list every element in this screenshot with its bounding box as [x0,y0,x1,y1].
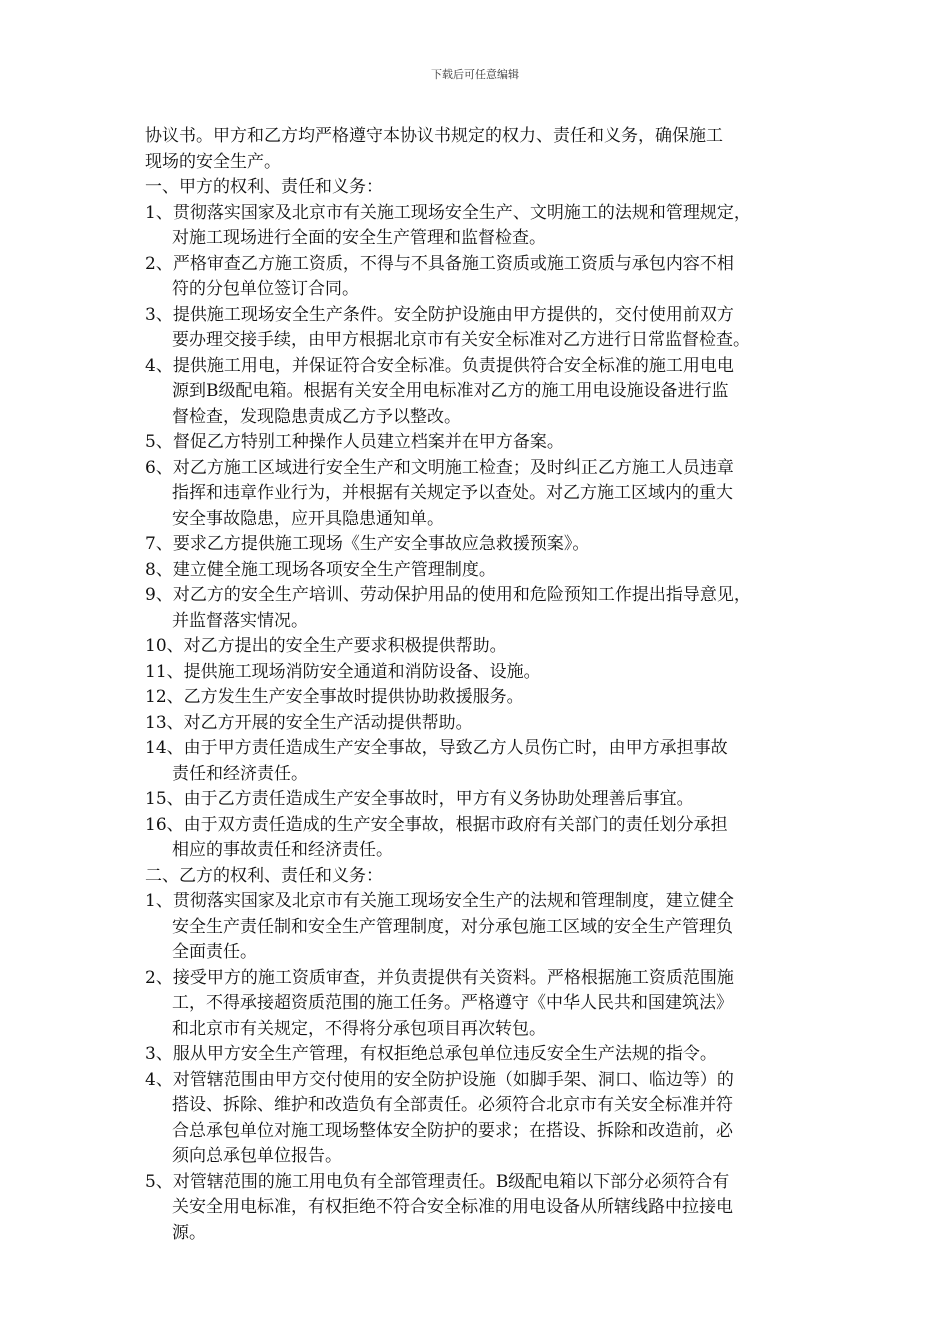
text-line: 一、甲方的权利、责任和义务： [145,177,383,197]
text-line: 并监督落实情况。 [172,610,308,631]
text-line: 和北京市有关规定，不得将分承包项目再次转包。 [172,1018,546,1039]
text-line: 指挥和违章作业行为，并根据有关规定予以查处。对乙方施工区域内的重大 [172,483,733,503]
text-line: 3、服从甲方安全生产管理，有权拒绝总承包单位违反安全生产法规的指令。 [145,1044,717,1064]
text-line: 相应的事故责任和经济责任。 [172,840,393,860]
text-line: 搭设、拆除、维护和改造负有全部责任。必须符合北京市有关安全标准并符 [172,1095,733,1115]
text-line: 3、提供施工现场安全生产条件。安全防护设施由甲方提供的，交付使用前双方 [145,304,734,325]
text-line: 5、督促乙方特别工种操作人员建立档案并在甲方备案。 [145,432,564,452]
text-line: 安全事故隐患，应开具隐患通知单。 [172,508,444,529]
text-line: 要办理交接手续，由甲方根据北京市有关安全标准对乙方进行日常监督检查。 [172,330,750,350]
text-line: 9、对乙方的安全生产培训、劳动保护用品的使用和危险预知工作提出指导意见， [145,585,751,605]
page-header: 下载后可任意编辑 [431,68,519,81]
text-line: 源到B级配电箱。根据有关安全用电标准对乙方的施工用电设施设备进行监 [172,381,729,401]
text-line: 协议书。甲方和乙方均严格遵守本协议书规定的权力、责任和义务，确保施工 [145,126,723,146]
text-line: 6、对乙方施工区域进行安全生产和文明施工检查；及时纠正乙方施工人员违章 [145,457,734,478]
text-line: 源。 [172,1222,206,1243]
text-line: 关安全用电标准，有权拒绝不符合安全标准的用电设备从所辖线路中拉接电 [172,1197,733,1217]
text-line: 对施工现场进行全面的安全生产管理和监督检查。 [172,228,546,248]
text-line: 1、贯彻落实国家及北京市有关施工现场安全生产、文明施工的法规和管理规定， [145,202,751,223]
text-line: 13、对乙方开展的安全生产活动提供帮助。 [145,712,473,733]
text-line: 14、由于甲方责任造成生产安全事故，导致乙方人员伤亡时，由甲方承担事故 [145,738,728,758]
text-line: 5、对管辖范围的施工用电负有全部管理责任。B级配电箱以下部分必须符合有 [145,1171,730,1192]
text-line: 2、严格审查乙方施工资质，不得与不具备施工资质或施工资质与承包内容不相 [145,253,734,274]
text-line: 8、建立健全施工现场各项安全生产管理制度。 [145,559,496,580]
text-line: 全面责任。 [172,942,257,962]
text-line: 须向总承包单位报告。 [172,1146,342,1166]
text-line: 督检查，发现隐患责成乙方予以整改。 [172,406,461,427]
text-line: 安全生产责任制和安全生产管理制度，对分承包施工区域的安全生产管理负 [172,916,733,937]
text-line: 合总承包单位对施工现场整体安全防护的要求；在搭设、拆除和改造前，必 [172,1120,733,1141]
text-line: 符的分包单位签订合同。 [172,279,359,299]
text-line: 10、对乙方提出的安全生产要求积极提供帮助。 [145,636,507,656]
text-line: 4、提供施工用电，并保证符合安全标准。负责提供符合安全标准的施工用电电 [145,355,734,376]
text-line: 15、由于乙方责任造成生产安全事故时，甲方有义务协助处理善后事宜。 [145,789,694,809]
document-body [145,124,825,1246]
text-line: 二、乙方的权利、责任和义务： [145,865,383,886]
text-line: 工，不得承接超资质范围的施工任务。严格遵守《中华人民共和国建筑法》 [172,993,733,1013]
text-line: 16、由于双方责任造成的生产安全事故，根据市政府有关部门的责任划分承担 [145,814,728,835]
text-line: 2、接受甲方的施工资质审查，并负责提供有关资料。严格根据施工资质范围施 [145,967,734,988]
text-line: 4、对管辖范围由甲方交付使用的安全防护设施（如脚手架、洞口、临边等）的 [145,1069,734,1090]
text-line: 现场的安全生产。 [145,151,281,172]
text-line: 责任和经济责任。 [172,763,308,784]
text-line: 11、提供施工现场消防安全通道和消防设备、设施。 [145,661,541,682]
text-line: 1、贯彻落实国家及北京市有关施工现场安全生产的法规和管理制度，建立健全 [145,891,734,911]
text-line: 12、乙方发生生产安全事故时提供协助救援服务。 [145,687,524,707]
text-line: 7、要求乙方提供施工现场《生产安全事故应急救援预案》。 [145,534,590,554]
